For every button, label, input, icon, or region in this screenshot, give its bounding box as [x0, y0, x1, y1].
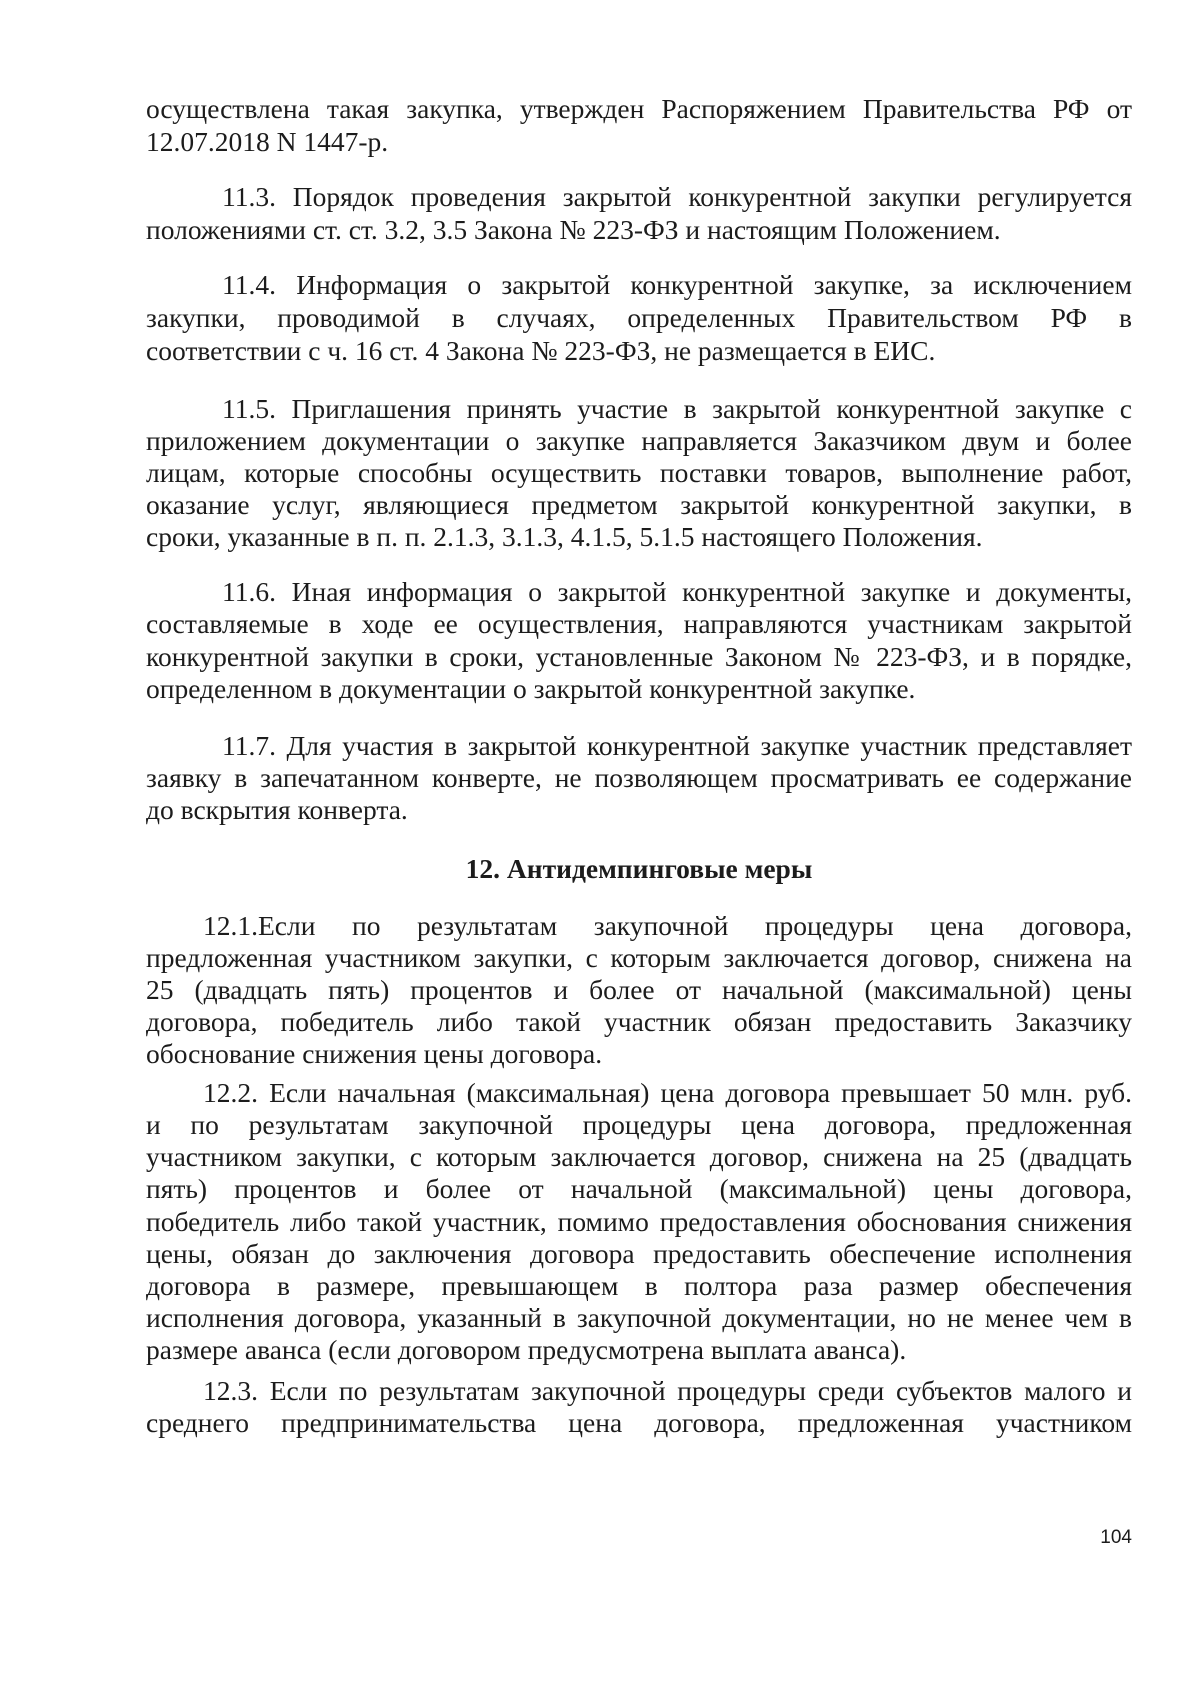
text-line: осуществлена такая закупка, утвержден Распоряжением Правительства РФ от — [146, 93, 1132, 124]
text-line: 12.07.2018 N 1447-р. — [146, 126, 389, 157]
paragraph-12-2-line: договора в размере, превышающем в полтора раза размер обеспечения — [146, 1270, 1132, 1301]
paragraph-12-1-line: 12.1.Если по результатам закупочной процедуры цена договора, — [203, 910, 1132, 941]
paragraph-12-2-line: победитель либо такой участник, помимо предоставления обоснования снижения — [146, 1206, 1132, 1237]
paragraph-12-2-line: участником закупки, с которым заключается договор, снижена на 25 (двадцать — [146, 1141, 1132, 1172]
paragraph-11-5-line: приложением документации о закупке направляется Заказчиком двум и более — [146, 425, 1132, 456]
paragraph-12-2-line: 12.2. Если начальная (максимальная) цена договора превышает 50 млн. руб. — [203, 1077, 1132, 1108]
paragraph-11-7-line: 11.7. Для участия в закрытой конкурентной закупке участник представляет — [222, 730, 1132, 761]
paragraph-11-5-line: сроки, указанные в п. п. 2.1.3, 3.1.3, 4.1.5, 5.1.5 настоящего Положения. — [146, 521, 983, 552]
paragraph-11-4-line: соответствии с ч. 16 ст. 4 Закона № 223-ФЗ, не размещается в ЕИС. — [146, 335, 936, 366]
paragraph-11-5-line: 11.5. Приглашения принять участие в закрытой конкурентной закупке с — [222, 393, 1132, 424]
section-heading: 12. Антидемпинговые меры — [465, 853, 813, 884]
paragraph-12-2-line: пять) процентов и более от начальной (максимальной) цены договора, — [146, 1173, 1132, 1204]
paragraph-11-6-line: составляемые в ходе ее осуществления, направляются участникам закрытой — [146, 608, 1132, 639]
paragraph-12-1-line: договора, победитель либо такой участник обязан предоставить Заказчику — [146, 1006, 1132, 1037]
paragraph-11-5-line: оказание услуг, являющиеся предметом закрытой конкурентной закупки, в — [146, 489, 1132, 520]
paragraph-11-3-line: 11.3. Порядок проведения закрытой конкурентной закупки регулируется — [222, 181, 1132, 212]
paragraph-12-3-line: 12.3. Если по результатам закупочной процедуры среди субъектов малого и — [203, 1375, 1132, 1406]
paragraph-11-6-line: конкурентной закупки в сроки, установленные Законом № 223-ФЗ, и в порядке, — [146, 641, 1132, 672]
paragraph-11-5-line: лицам, которые способны осуществить поставки товаров, выполнение работ, — [146, 457, 1132, 488]
paragraph-11-3-line: положениями ст. ст. 3.2, 3.5 Закона № 223-ФЗ и настоящим Положением. — [146, 214, 1001, 245]
paragraph-12-1-line: 25 (двадцать пять) процентов и более от начальной (максимальной) цены — [146, 974, 1132, 1005]
page-number: 104 — [1100, 1527, 1132, 1548]
paragraph-11-6-line: 11.6. Иная информация о закрытой конкурентной закупке и документы, — [222, 576, 1132, 607]
paragraph-11-6-line: определенном в документации о закрытой конкурентной закупке. — [146, 673, 916, 704]
paragraph-12-1-line: предложенная участником закупки, с которым заключается договор, снижена на — [146, 942, 1132, 973]
paragraph-12-2-line: размере аванса (если договором предусмотрена выплата аванса). — [146, 1334, 907, 1365]
paragraph-12-3-line: среднего предпринимательства цена договора, предложенная участником — [146, 1407, 1132, 1438]
paragraph-11-7-line: заявку в запечатанном конверте, не позволяющем просматривать ее содержание — [146, 762, 1132, 793]
paragraph-12-2-line: цены, обязан до заключения договора предоставить обеспечение исполнения — [146, 1238, 1132, 1269]
paragraph-12-2-line: и по результатам закупочной процедуры цена договора, предложенная — [146, 1109, 1132, 1140]
paragraph-12-1-line: обоснование снижения цены договора. — [146, 1038, 603, 1069]
paragraph-11-7-line: до вскрытия конверта. — [146, 794, 408, 825]
paragraph-11-4-line: закупки, проводимой в случаях, определенных Правительством РФ в — [146, 302, 1132, 333]
paragraph-11-4-line: 11.4. Информация о закрытой конкурентной закупке, за исключением — [222, 269, 1132, 300]
paragraph-12-2-line: исполнения договора, указанный в закупочной документации, но не менее чем в — [146, 1302, 1132, 1333]
